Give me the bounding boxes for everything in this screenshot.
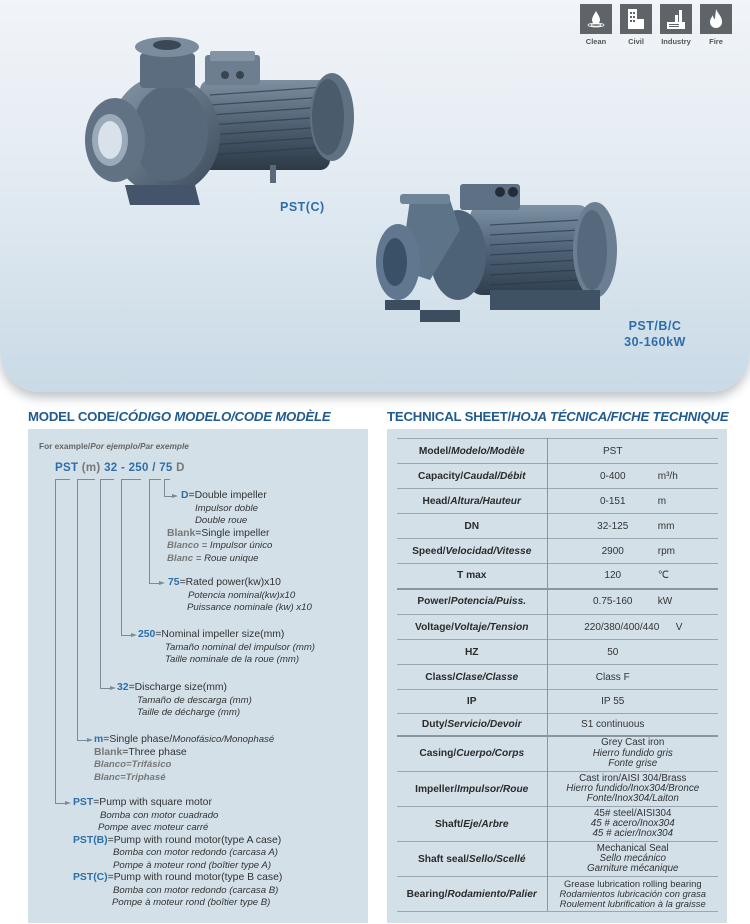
row-label: Speed/Velocidad/Vitesse <box>397 539 547 564</box>
application-clean <box>580 4 612 46</box>
technical-sheet-panel <box>387 429 727 923</box>
table-row <box>397 464 718 489</box>
row-value: PST <box>547 439 718 464</box>
row-label: Casing/Cuerpo/Corps <box>397 736 547 772</box>
table-row <box>397 736 718 772</box>
row-label: DN <box>397 514 547 539</box>
row-label: Voltage/Voltaje/Tension <box>397 615 547 640</box>
table-row <box>397 877 718 912</box>
row-label: T max <box>397 564 547 589</box>
code-entry-discharge: 32=Discharge size(mm) Tamaño de descarga (mm) Taille de décharge (mm) <box>117 682 252 718</box>
technical-sheet-title: TECHNICAL SHEET/HOJA TÉCNICA/FICHE TECHNIQUE <box>387 409 729 424</box>
row-value: 32-125 mm <box>547 514 718 539</box>
example-model-code: PST (m) 32 - 250 / 75 D <box>55 462 185 474</box>
row-label: Class/Clase/Classe <box>397 665 547 690</box>
product-hero-banner <box>0 0 750 392</box>
row-value: IP 55 <box>547 690 718 714</box>
table-row <box>397 714 718 736</box>
application-fire <box>700 4 732 46</box>
application-civil <box>620 4 652 46</box>
row-value: 2900 rpm <box>547 539 718 564</box>
code-entry-series <box>73 797 282 910</box>
flame-icon <box>706 7 726 31</box>
code-entry-phase: m=Single phase/Monofásico/Monophasé Blank=Three phase Blanco=Trifásico Blanc=Triphasé <box>94 734 275 783</box>
row-value: Mechanical Seal Sello mecánico Garniture mécanique <box>547 842 718 877</box>
application-label: Civil <box>628 37 644 46</box>
row-label: Duty/Servicio/Devoir <box>397 714 547 736</box>
application-label: Fire <box>709 37 723 46</box>
table-row <box>397 489 718 514</box>
row-label: Power/Potencia/Puiss. <box>397 589 547 615</box>
table-row <box>397 514 718 539</box>
pump-model-text: PST/B/C <box>628 319 682 333</box>
model-code-title: MODEL CODE/CÓDIGO MODELO/CODE MODÈLE <box>28 409 331 424</box>
building-icon <box>625 7 647 31</box>
code-entry-d: D=Double impeller Impulsor doble Double roue Blank=Single impeller Blanco = Impulsor único Blanc = Roue unique <box>167 490 273 564</box>
pump-image-pst-b-c <box>370 180 620 330</box>
table-row <box>397 640 718 665</box>
row-label: IP <box>397 690 547 714</box>
pump-image-pst-c <box>70 25 360 210</box>
row-label: Head/Altura/Hauteur <box>397 489 547 514</box>
table-row <box>397 772 718 807</box>
row-label: Capacity/Caudal/Débit <box>397 464 547 489</box>
row-label: Shaft seal/Sello/Scellé <box>397 842 547 877</box>
row-value: 50 <box>547 640 718 665</box>
example-label: For example/Por ejemplo/Par exemple <box>39 441 189 451</box>
row-value: 45# steel/AISI304 45 # acero/Inox304 45 # acier/Inox304 <box>547 807 718 842</box>
table-row <box>397 564 718 589</box>
row-label: Model/Modelo/Modèle <box>397 439 547 464</box>
application-label: Clean <box>585 37 607 46</box>
table-row <box>397 439 718 464</box>
table-row <box>397 690 718 714</box>
table-row <box>397 615 718 640</box>
row-value: Grey Cast iron Hierro fundido gris Fonte grise <box>547 736 718 772</box>
application-industry <box>660 4 692 46</box>
pump-power-range-text: 30-160kW <box>624 335 686 349</box>
series-pst-b: PST(B)=Pump with round motor(type A case) Bomba con motor redondo (carcasa A) Pompe à moteur rond (boîtier type A) <box>73 834 282 871</box>
table-row <box>397 589 718 615</box>
table-row <box>397 539 718 564</box>
model-code-panel <box>28 429 368 923</box>
row-value: 0-151 m <box>547 489 718 514</box>
row-value: Class F <box>547 665 718 690</box>
row-value: 120 ℃ <box>547 564 718 589</box>
water-drop-icon <box>585 8 607 30</box>
row-value: Cast iron/AISI 304/Brass Hierro fundido/Inox304/Bronce Fonte/Inox304/Laiton <box>547 772 718 807</box>
row-value: Grease lubrication rolling bearing Rodamientos lubricación con grasa Roulement lubrification à la graisse <box>547 877 718 912</box>
table-row <box>397 807 718 842</box>
pump-label-pst-b-c <box>610 318 700 350</box>
application-label: Industry <box>661 37 691 46</box>
row-label: Bearing/Rodamiento/Palier <box>397 877 547 912</box>
factory-icon <box>664 7 688 31</box>
code-entry-impeller: 250=Nominal impeller size(mm) Tamaño nominal del impulsor (mm) Taille nominale de la roue (mm) <box>138 629 316 665</box>
technical-sheet-table <box>397 438 718 912</box>
application-icons <box>580 4 732 46</box>
row-label: Impeller/Impulsor/Roue <box>397 772 547 807</box>
code-entry-power: 75=Rated power(kw)x10 Potencia nominal(kw)x10 Puissance nominale (kw) x10 <box>168 577 312 613</box>
table-row <box>397 842 718 877</box>
table-row <box>397 665 718 690</box>
row-value: S1 continuous <box>547 714 718 736</box>
row-value: 0.75-160 kW <box>547 589 718 615</box>
row-label: Shaft/Eje/Arbre <box>397 807 547 842</box>
row-label: HZ <box>397 640 547 665</box>
series-pst: PST=Pump with square motor Bomba con motor cuadrado Pompe avec moteur carré <box>73 797 219 833</box>
row-value: 0-400 m³/h <box>547 464 718 489</box>
pump-label-pst-c: PST(C) <box>280 200 325 214</box>
row-value: 220/380/400/440 V <box>547 615 718 640</box>
series-pst-c: PST(C)=Pump with round motor(type B case) Bomba con motor redondo (carcasa B) Pompe à moteur rond (boîtier type B) <box>73 872 283 908</box>
